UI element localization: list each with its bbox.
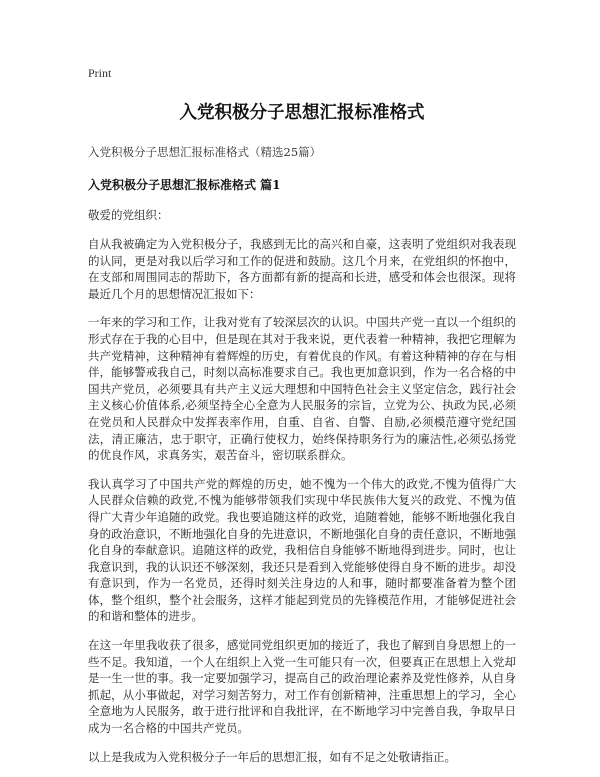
- section-heading: 入党积极分子思想汇报标准格式 篇1: [88, 178, 281, 192]
- paragraph-1: 自从我被确定为入党积极分子，我感到无比的高兴和自豪，这表明了党组织对我表现的认同，更是对我以后学习和工作的促进和鼓励。这几个月来，在党组织的怀抱中，在支部和周围同志的帮助下，各方面都有新的提高和长进，感受和体会也很深。现将最近几个月的思想情况汇报如下：: [88, 237, 516, 301]
- paragraph-4: 在这一年里我收获了很多，感觉同党组织更加的接近了，我也了解到自身思想上的一些不足。我知道，一个人在组织上入党一生可能只有一次，但要真正在思想上入党却是一生一世的事。我一定要加强学习，提高自己的政治理论素养及党性修养，从自身抓起，从小事做起，对学习刻苦努力，对工作有创新精神，注重思想上的学习，全心全意地为人民服务，敢于进行批评和自我批评，在不断地学习中完善自我，争取早日成为一名合格的中国共产党员。: [88, 638, 516, 736]
- greeting-line: 敬爱的党组织：: [88, 208, 169, 222]
- print-label: Print: [88, 66, 112, 80]
- paragraph-2: 一年来的学习和工作，让我对党有了较深层次的认识。中国共产党一直以一个组织的形式存在于我的心目中，但是现在其对于我来说，更代表着一种精神，我把它理解为共产党精神，这种精神有着辉煌的历史，有着优良的作风。有着这种精神的存在与相伴，能够警戒我自己，时刻以高标准要求自己。我也更加意识到，作为一名合格的中国共产党员，必须要具有共产主义远大理想和中国特色社会主义坚定信念，践行社会主义核心价值体系,必须坚持全心全意为人民服务的宗旨，立党为公、执政为民,必须在党员和人民群众中发挥表率作用，自重、自省、自警、自励,必须模范遵守党纪国法，清正廉洁，忠于职守，正确行使权力，始终保持职务行为的廉洁性,必须弘扬党的优良作风，求真务实，艰苦奋斗，密切联系群众。: [88, 315, 516, 463]
- document-subtitle: 入党积极分子思想汇报标准格式（精选25篇）: [88, 145, 322, 159]
- document-title: 入党积极分子思想汇报标准格式: [179, 103, 425, 123]
- paragraph-5: 以上是我成为入党积极分子一年后的思想汇报，如有不足之处敬请指正。: [88, 749, 456, 764]
- document-page: [88, 66, 516, 777]
- paragraph-3: 我认真学习了中国共产党的辉煌的历史，她不愧为一个伟大的政党,不愧为值得广大人民群众信赖的政党,不愧为能够带领我们实现中华民族伟大复兴的政党、不愧为值得广大青少年追随的政党。我也要追随这样的政党，追随着她，能够不断地强化我自身的政治意识，不断地强化自身的先进意识，不断地强化自身的责任意识，不断地强化自身的奉献意识。追随这样的政党，我相信自身能够不断地得到进步。同时，也让我意识到，我的认识还不够深刻，我还只是看到入党能够使得自身不断的进步。却没有意识到，作为一名党员，还得时刻关注身边的人和事，随时都要准备着为整个团体，整个组织，整个社会服务，这样才能起到党员的先锋模范作用，才能够促进社会的和谐和整体的进步。: [88, 476, 516, 624]
